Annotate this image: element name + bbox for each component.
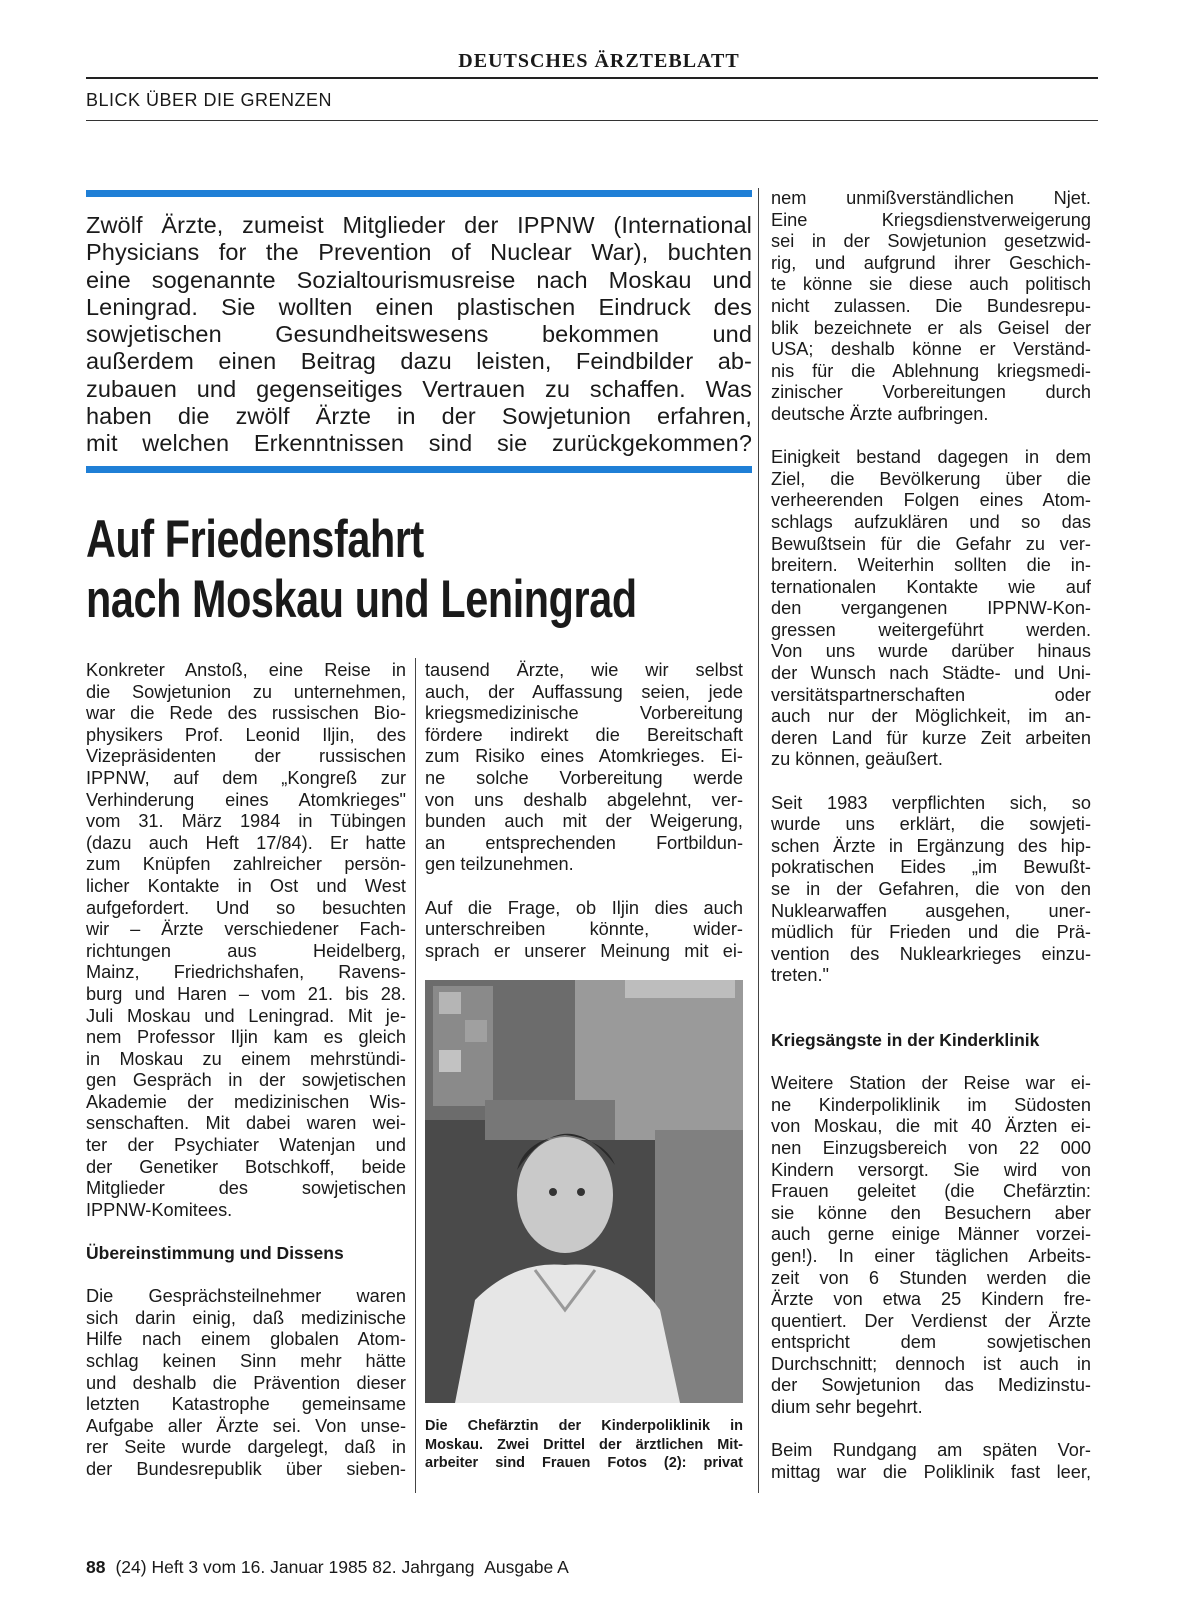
col3-paragraph-4: [771, 1073, 1091, 1419]
text-line: an entsprechenden Fortbildun-: [425, 832, 743, 853]
text-line: Aufgabe aller Ärzte sei. Von unse-: [86, 1415, 406, 1436]
text-line: die Sowjetunion zu unternehmen,: [86, 681, 406, 702]
col3-paragraph-5: [771, 1440, 1091, 1483]
text-line: zu können, geäußert.: [771, 749, 943, 770]
text-line: sei in der Sowjetunion gesetzwid-: [771, 231, 1091, 252]
text-line: Eine Kriegsdienstverweigerung: [771, 209, 1091, 230]
text-line: sprach er unserer Meinung mit ei-: [425, 940, 743, 961]
text-line: Auf die Frage, ob Iljin dies auch: [425, 897, 743, 918]
text-line: der Genetiker Botschkoff, beide: [86, 1156, 406, 1177]
text-line: Konkreter Anstoß, eine Reise in: [86, 660, 406, 680]
text-line: deutsche Ärzte aufbringen.: [771, 403, 989, 424]
text-line: treten.": [771, 965, 830, 986]
text-line: sowjetischen Gesundheitswesens bekommen und: [86, 321, 752, 348]
text-line: außerdem einen Beitrag dazu leisten, Feindbilder ab-: [86, 348, 752, 375]
text-line: Auf Friedensfahrt: [86, 510, 424, 569]
text-line: nem unmißverständlichen Njet.: [771, 188, 1091, 208]
text-line: richtungen aus Heidelberg,: [86, 940, 406, 961]
text-line: den vergangenen IPPNW-Kon-: [771, 598, 1091, 619]
text-line: müdlich für Frieden und die Prä-: [771, 922, 1091, 943]
text-line: arbeiter sind Frauen Fotos (2): privat: [425, 1455, 743, 1471]
text-line: verheerenden Folgen eines Atom-: [771, 490, 1091, 511]
text-line: IPPNW-Komitees.: [86, 1199, 233, 1220]
text-line: Leningrad. Sie wollten einen plastischen Eindruck des: [86, 293, 752, 320]
text-line: haben die zwölf Ärzte in der Sowjetunion erfahren,: [86, 403, 752, 430]
text-line: letzten Katastrophe gemeinsame: [86, 1394, 406, 1415]
text-line: Seit 1983 verpflichten sich, so: [771, 792, 1091, 813]
text-line: Die Chefärztin der Kinderpoliklinik in: [425, 1418, 743, 1434]
text-line: Durchschnitt; dennoch ist auch in: [771, 1353, 1091, 1374]
text-line: fördere indirekt die Bereitschaft: [425, 724, 743, 745]
text-line: von uns deshalb abgelehnt, ver-: [425, 789, 743, 810]
text-line: (dazu auch Heft 17/84). Er hatte: [86, 832, 406, 853]
text-line: licher Kontakte in Ost und West: [86, 875, 406, 896]
text-line: schen Ärzte in Ergänzung des hip-: [771, 835, 1091, 856]
text-line: Juli Moskau und Leningrad. Mit je-: [86, 1005, 406, 1026]
column-3: [771, 188, 1091, 1505]
text-line: auch nur der Möglichkeit, im an-: [771, 706, 1091, 727]
text-line: tausend Ärzte, wie wir selbst: [425, 660, 743, 680]
text-line: zum Risiko eines Atomkrieges. Ei-: [425, 746, 743, 767]
text-line: der Wunsch nach Städte- und Uni-: [771, 663, 1091, 684]
text-line: nem Professor Iljin kam es gleich: [86, 1027, 406, 1048]
col2-paragraph-2: [425, 898, 743, 963]
text-line: se in der Gefahren, die von den: [771, 879, 1091, 899]
text-line: entspricht dem sowjetischen: [771, 1332, 1091, 1353]
text-line: war die Rede des russischen Bio-: [86, 703, 406, 724]
text-line: ternationalen Kontakte wie auf: [771, 576, 1091, 597]
text-line: Weitere Station der Reise war ei-: [771, 1073, 1091, 1094]
text-line: Bewußtsein für die Gefahr zu ver-: [771, 533, 1091, 554]
text-line: deren Land für kurze Zeit arbeiten: [771, 727, 1091, 748]
section-label: BLICK ÜBER DIE GRENZEN: [86, 90, 333, 110]
text-line: Nuklearwaffen ausgehen, uner-: [771, 900, 1091, 921]
text-line: mittag war die Poliklinik fast leer,: [771, 1461, 1091, 1482]
text-line: nen Einzugsbereich von 22 000: [771, 1137, 1091, 1158]
col1-paragraph-2: [86, 1286, 406, 1480]
text-line: Mainz, Friedrichshafen, Ravens-: [86, 962, 406, 983]
lead-paragraph: [86, 212, 752, 458]
text-line: senschaften. Mit dabei waren wei-: [86, 1113, 406, 1134]
col2-paragraph-1: [425, 660, 743, 876]
text-line: te könne sie diese auch politisch: [771, 274, 1091, 295]
text-line: aufgefordert. Und so besuchten: [86, 897, 406, 918]
text-line: quentiert. Der Verdienst der Ärzte: [771, 1310, 1091, 1331]
masthead: DEUTSCHES ÄRZTEBLATT: [458, 50, 740, 72]
text-line: und deshalb die Prävention dieser: [86, 1372, 406, 1393]
photo-caption: [425, 1417, 743, 1473]
text-line: Verhinderung eines Atomkrieges": [86, 789, 406, 810]
text-line: Mitglieder des sowjetischen: [86, 1178, 406, 1199]
text-line: nis für die Ablehnung kriegsmedi-: [771, 360, 1091, 381]
text-line: schlag keinen Sinn mehr hätte: [86, 1351, 406, 1371]
text-line: rer Seite wurde dargelegt, daß in: [86, 1437, 406, 1458]
text-line: auch gerne einige Männer vorzei-: [771, 1224, 1091, 1245]
text-line: sie könne den Besuchern aber: [771, 1202, 1091, 1223]
text-line: von Moskau, die mit 40 Ärzten ei-: [771, 1116, 1091, 1137]
text-line: dium sehr begehrt.: [771, 1397, 923, 1418]
lead-top-bar: [86, 190, 752, 197]
col3-paragraph-3: [771, 793, 1091, 987]
text-line: eine sogenannte Sozialtourismusreise nach Moskau und: [86, 266, 752, 293]
text-line: Ärzte von etwa 25 Kindern fre-: [771, 1289, 1091, 1310]
text-line: vom 31. März 1984 in Tübingen: [86, 811, 406, 832]
text-line: Beim Rundgang am späten Vor-: [771, 1440, 1091, 1461]
text-line: Physicians for the Prevention of Nuclear War), buchten: [86, 239, 752, 266]
text-line: mit welchen Erkenntnissen sind sie zurückgekommen?: [86, 430, 752, 457]
text-line: Frauen geleitet (die Chefärztin:: [771, 1181, 1091, 1202]
text-line: zinischer Vorbereitungen durch: [771, 382, 1091, 403]
text-line: Moskau. Zwei Drittel der ärztlichen Mit-: [425, 1436, 743, 1453]
text-line: USA; deshalb könne er Verständ-: [771, 339, 1091, 360]
col1-paragraph-1: [86, 660, 406, 1221]
text-line: in Moskau zu einem mehrstündi-: [86, 1048, 406, 1069]
column-1: [86, 660, 406, 1502]
text-line: auch, der Auffassung seien, jede: [425, 681, 743, 702]
text-line: rig, und aufgrund ihrer Geschich-: [771, 252, 1091, 273]
text-line: physikers Prof. Leonid Iljin, des: [86, 724, 406, 745]
text-line: wurde uns erklärt, die sowjeti-: [771, 814, 1091, 835]
text-line: versitätspartnerschaften oder: [771, 684, 1091, 705]
text-line: Von uns wurde darüber hinaus: [771, 641, 1091, 662]
photo-chefaerztin: [425, 980, 743, 1403]
text-line: Akademie der medizinischen Wis-: [86, 1091, 406, 1112]
column-divider-2: [758, 188, 759, 1493]
text-line: Kindern versorgt. Sie wird von: [771, 1159, 1091, 1180]
text-line: Einigkeit bestand dagegen in dem: [771, 447, 1091, 468]
text-line: Vizepräsidenten der russischen: [86, 746, 406, 767]
text-line: ter der Psychiater Watenjan und: [86, 1135, 406, 1156]
edition-label: Ausgabe A: [484, 1557, 569, 1577]
text-line: breitern. Weiterhin sollten die in-: [771, 555, 1091, 576]
issue-info: (24) Heft 3 vom 16. Januar 1985 82. Jahrgang: [115, 1557, 475, 1577]
text-line: vention des Nuklearkrieges einzu-: [771, 943, 1091, 964]
text-line: ne Kinderpoliklinik im Südosten: [771, 1094, 1091, 1115]
column-2: [425, 660, 743, 984]
text-line: Hilfe nach einem globalen Atom-: [86, 1329, 406, 1350]
text-line: zubauen und gegenseitiges Vertrauen zu schaffen. Was: [86, 375, 752, 402]
masthead-rule: [86, 77, 1098, 79]
text-line: gen Gespräch in der sowjetischen: [86, 1070, 406, 1091]
text-line: nicht zulassen. Die Bundesrepu-: [771, 295, 1091, 316]
column-divider-1: [415, 658, 416, 1493]
text-line: wir – Ärzte verschiedener Fach-: [86, 919, 406, 940]
lead-bottom-bar: [86, 466, 752, 473]
article-headline: [86, 510, 637, 630]
text-line: der Bundesrepublik über sieben-: [86, 1458, 406, 1479]
text-line: schlags aufzuklären und so das: [771, 511, 1091, 532]
text-line: zum Knüpfen zahlreicher persön-: [86, 854, 406, 875]
page-number: 88: [86, 1557, 106, 1577]
text-line: burg und Haren – vom 21. bis 28.: [86, 983, 406, 1004]
text-line: der Sowjetunion das Medizinstu-: [771, 1375, 1091, 1396]
text-line: Ziel, die Bevölkerung über die: [771, 468, 1091, 489]
text-line: kriegsmedizinische Vorbereitung: [425, 703, 743, 724]
text-line: Die Gesprächsteilnehmer waren: [86, 1286, 406, 1307]
section-rule: [86, 120, 1098, 121]
text-line: bunden auch mit der Weigerung,: [425, 811, 743, 832]
text-line: Zwölf Ärzte, zumeist Mitglieder der IPPNW (International: [86, 212, 752, 238]
text-line: zeit von 6 Stunden werden die: [771, 1267, 1091, 1288]
text-line: gen teilzunehmen.: [425, 854, 574, 875]
col3-paragraph-2: [771, 447, 1091, 771]
text-line: gressen weitergeführt werden.: [771, 619, 1091, 640]
text-line: unterschreiben könnte, wider-: [425, 919, 743, 940]
text-line: nach Moskau und Leningrad: [86, 570, 637, 629]
text-line: IPPNW, auf dem „Kongreß zur: [86, 767, 406, 788]
text-line: sich darin einig, daß medizinische: [86, 1307, 406, 1328]
text-line: gen!). In einer täglichen Arbeits-: [771, 1245, 1091, 1266]
col3-paragraph-1: [771, 188, 1091, 426]
page-footer: [86, 1557, 569, 1578]
text-line: blik bezeichnete er als Geisel der: [771, 317, 1091, 338]
subheading-kriegsaengste: Kriegsängste in der Kinderklinik: [771, 1029, 1040, 1050]
subheading-uebereinstimmung: Übereinstimmung und Dissens: [86, 1243, 344, 1264]
text-line: pokratischen Eides „im Bewußt-: [771, 857, 1091, 878]
text-line: ne solche Vorbereitung werde: [425, 767, 743, 788]
